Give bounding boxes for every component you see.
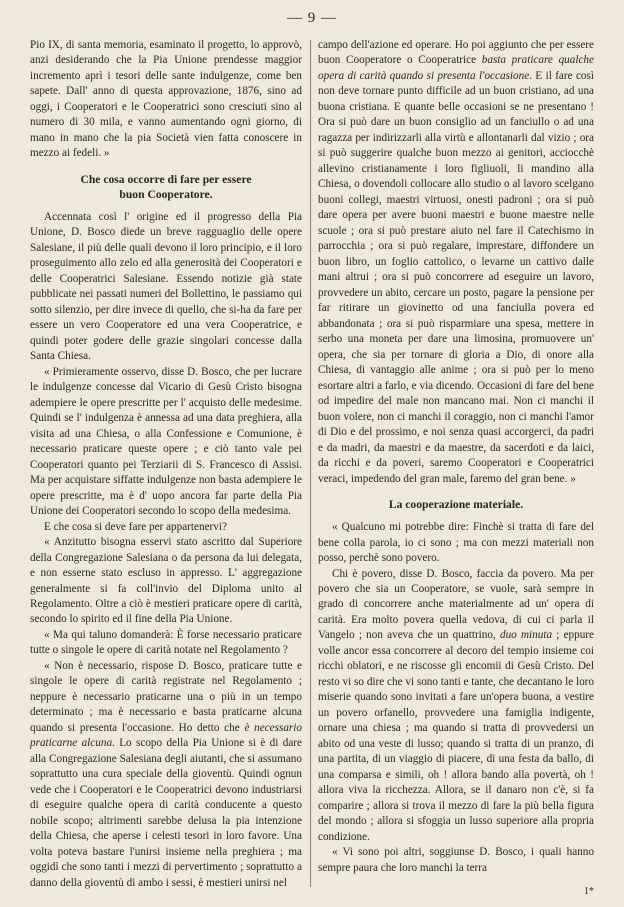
page-number: — 9 —: [287, 10, 337, 26]
paragraph: Accennata così l' origine ed il progresso della Pia Unione, D. Bosco diede un breve ragguaglio delle opere Salesiane, il più delle quali devono il loro principio, e il loro proseguimento allo zelo ed alla generosità dei Cooperatori e delle Cooperatrici Salesiane. Essendo notizie già state pubblicate nei passati numeri del Bollettino, le passiamo qui sotto silenzio, per dire invece di quello, che si-ha da fare per essere un vero Cooperatore ed una vera Cooperatrice, e quindi poter godere delle grazie singolari concesse dalla Santa Chiesa.: [30, 210, 302, 363]
paragraph: [30, 659, 302, 891]
column-divider: [310, 40, 311, 887]
section-heading: [30, 172, 302, 202]
paragraph: « Vi sono poi altri, soggiunse D. Bosco, i quali hanno sempre paura che loro manchi la terra: [318, 846, 594, 874]
text-run: ; eppure volle ancor essa concorrere al decoro del tempio insieme coi ricchi oblatori, e ne riscosse gli encomii di Gesù Cristo. Del resto vi so dire che vi sono tanti e tante, che decantano le loro miserie quando sono invitati a fare un'opera buona, a vestire un povero orfanello, provvedere una famiglia indigente, ornare una chiesa ; ma quando si tratta di provvedersi un abito od una veste di lusso; quando si tratta di un pranzo, di una partita, di un viaggio di piacere, di una festa da ballo, di una comparsa e simili, oh ! allora bando alla povertà, oh ! allora viva la ricchezza. Allora, se il danaro non c'è, si fa comparire ; allora si trova il mezzo di fare la più bella figura del mondo ; allora si sfoggia un lusso superiore alla propria condizione.: [318, 629, 595, 843]
text-run: « Non è necessario, rispose D. Bosco, praticare tutte e singole le opere di carità registrate nel Regolamento ; neppure è necessario praticarne una o più in un tempo determinato ; ma è necessario e basta praticarne alcuna quando si presenta l'occasione. Ho detto che: [30, 659, 302, 734]
signature-mark: 1*: [584, 886, 594, 897]
text-run: . E il fare così non deve tornare punto difficile ad un buon cristiano, ad una buona cristiana. E quante belle occasioni se ne presentano ! Ora si può dare un buon consiglio ad un fanciullo o ad una ragazza per indirizzarli alla virtù e allontanarli dal vizio ; ora si può suggerire qualche buon mezzo ai genitori, acciocchè allevino cristianamente i loro figliuoli, li mandino alla Chiesa, o dovendoli collocare allo studio o al lavoro scelgano buoni collegi, maestri virtuosi, onesti padroni ; ora si può dare opera per avere buoni maestri e buone maestre nelle scuole ; ora si può prestare aiuto nel fare il Catechismo in parrocchia ; ora si può regalare, imprestare, diffondere un buon libro, un foglio cattolico, o levarne un cattivo dalle mani altrui ; ora si può concorrere ad eseguire un lavoro, provvedere un abito, cercare un posto, pagare la pensione per far ritirare un giovinetto od una fanciulla povera ed abbandonata ; ora si può risparmiare una spesa, mettere in serbo una moneta per dare una limosina, promuovere un' opera, che sia per tornare di gloria a Dio, di onore alla Chiesa, di vantaggio alle anime ; ora si può per lo meno esortare altri a farlo, e via dicendo. Occasioni di fare del bene od impedire del male non mancano mai. Non ci manchi il buon volere, non ci manchi il coraggio, non ci manchi l'amor di Dio e del prossimo, e noi senza quasi accorgerci, da padri e da madri, da maestri e da maestre, da sacerdoti e da laici, da ricchi e da poveri, saremo Cooperatori e Cooperatrici veraci, impedendo del gran male, faremo del gran bene. »: [318, 69, 594, 485]
paragraph: [318, 38, 594, 487]
left-column: [30, 38, 302, 891]
right-column: [318, 38, 594, 876]
section-heading: La cooperazione materiale.: [388, 498, 524, 512]
paragraph: [318, 567, 594, 846]
text-run: . Lo scopo della Pia Unione si è di dare alla Congregazione Salesiana degli aiutanti, che si assumano soprattutto una cura speciale della gioventù. Quindi ognun vede che i Cooperatori e le Cooperatrici devono industriarsi di eseguire qualche opera di carità conducente a questo nobile scopo; altrimenti sarebbe delusa la pia intenzione della Chiesa, che aperse i celesti tesori in loro favore. Una volta poteva bastare l'unirsi insieme nella preghiera ; ma oggidì che sono tanti i mezzi di pervertimento ; soprattutto a danno della gioventù di ambo i sessi, è mestieri unirsi nel: [30, 737, 302, 889]
paragraph: « Ma qui taluno domanderà: È forse necessario praticare tutte o singole le opere di carità notate nel Regolamento ?: [30, 628, 302, 657]
paragraph: « Anzitutto bisogna esservi stato ascritto dal Superiore della Congregazione Salesiana o da persona da lui delegata, e non esserne stato escluso in appresso. L' aggregazione generalmente si fa coll'invio del Diploma unito al Regolamento. Oltre a ciò è mestieri praticare opere di carità, secondo lo spirito ed il fine della Pia Unione.: [30, 536, 302, 626]
paragraph: E che cosa si deve fare per appartenervi?: [44, 520, 227, 533]
text-run: Chi è povero, disse D. Bosco, faccia da povero. Ma per povero che sia un Cooperatore, se vuole, sarà sempre in grado di concorrere anche materialmente ad un' opera di carità. Era molto povera quella vedova, di cui ci parla il Vangelo ; non aveva che un quattrino,: [318, 567, 594, 642]
italic-text: basta praticare qualche opera di carità quando si presenta l'occasione: [318, 54, 594, 82]
paragraph: « Qualcuno mi potrebbe dire: Finchè si tratta di fare del bene colla parola, io ci sono ; ma con mezzi materiali non posso, perchè sono povero.: [318, 521, 594, 565]
paragraph: Pio IX, di santa memoria, esaminato il progetto, lo approvò, anzi desiderando che la Pia Unione prendesse maggior incremento aprì i tesori delle sante indulgenze, come ben sapete. Dall' anno di questa approvazione, 1876, sino ad oggi, i Cooperatori e le Cooperatrici sono cresciuti sino al numero di 30 mila, e vanno aumentando ogni giorno, di mano in mano che la pia Società vien fatta conoscere in mezzo ai fedeli. »: [30, 39, 302, 160]
paragraph: « Primieramente osservo, disse D. Bosco, che per lucrare le indulgenze concesse dal Vicario di Gesù Cristo bisogna adempiere le opere prescritte per l' acquisto delle medesime. Quindi se l' indulgenza è annessa ad una data preghiera, alla visita ad una Chiesa, o alla Confessione e Comunione, è necessario praticare queste opere ; e ciò tanto vale pei Cooperatori quanto pei Terziarii di S. Francesco di Assisi. Ma per acquistare siffatte indulgenze non basta adempiere le opere prescritte, ma è d' uopo ancora far parte della Pia Unione dei Cooperatori secondo lo scopo della medesima.: [30, 365, 302, 518]
text-run: campo dell'azione ed operare. Ho poi aggiunto che per essere buon Cooperatore o Cooperatrice: [318, 39, 594, 67]
section-heading-line: buon Cooperatore.: [119, 187, 213, 201]
section-heading-line: Che cosa occorre di fare per essere: [80, 172, 252, 186]
italic-text: duo minuta: [499, 629, 553, 642]
italic-text: è necessario praticarne alcuna: [30, 721, 302, 750]
